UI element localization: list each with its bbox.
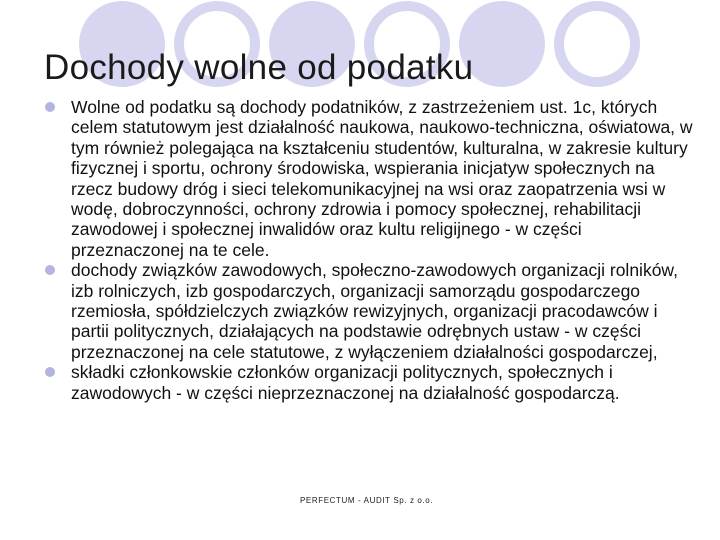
- bullet-text: składki członkowskie członków organizacji politycznych, społecznych i zawodowych - w części nieprzeznaczonej na działalność gospodarczą.: [71, 362, 620, 403]
- bullet-item: [44, 362, 694, 403]
- footer-text: PERFECTUM - AUDIT Sp. z o.o.: [300, 496, 434, 505]
- bullet-item: [44, 260, 694, 362]
- bullet-list: [44, 97, 694, 403]
- bullet-icon: [45, 102, 55, 112]
- slide-title: Dochody wolne od podatku: [44, 48, 474, 87]
- bullet-icon: [45, 367, 55, 377]
- bullet-text: dochody związków zawodowych, społeczno-zawodowych organizacji rolników, izb rolniczych, izb gospodarczych, organizacji samorządu gospodarczego rzemiosła, spółdzielczych związków rewizyjnych, organizacji pracodawców i partii politycznych, działających na podstawie odrębnych ustaw - w części przeznaczonej na cele statutowe, z wyłączeniem działalności gospodarczej,: [71, 260, 678, 362]
- bullet-icon: [45, 265, 55, 275]
- bullet-item: [44, 97, 694, 260]
- decorative-circle-inner: [564, 11, 630, 77]
- bullet-text: Wolne od podatku są dochody podatników, z zastrzeżeniem ust. 1c, których celem statutowym jest działalność naukowa, naukowo-techniczna, oświatowa, w tym również polegająca na kształceniu studentów, kulturalna, w zakresie kultury fizycznej i sportu, ochrony środowiska, wspierania inicjatyw społecznych na rzecz budowy dróg i sieci telekomunikacyjnej na wsi oraz zaopatrzenia wsi w wodę, dobroczynności, ochrony zdrowia i pomocy społecznej, rehabilitacji zawodowej i społecznej inwalidów oraz kultu religijnego - w części przeznaczonej na te cele.: [71, 97, 693, 260]
